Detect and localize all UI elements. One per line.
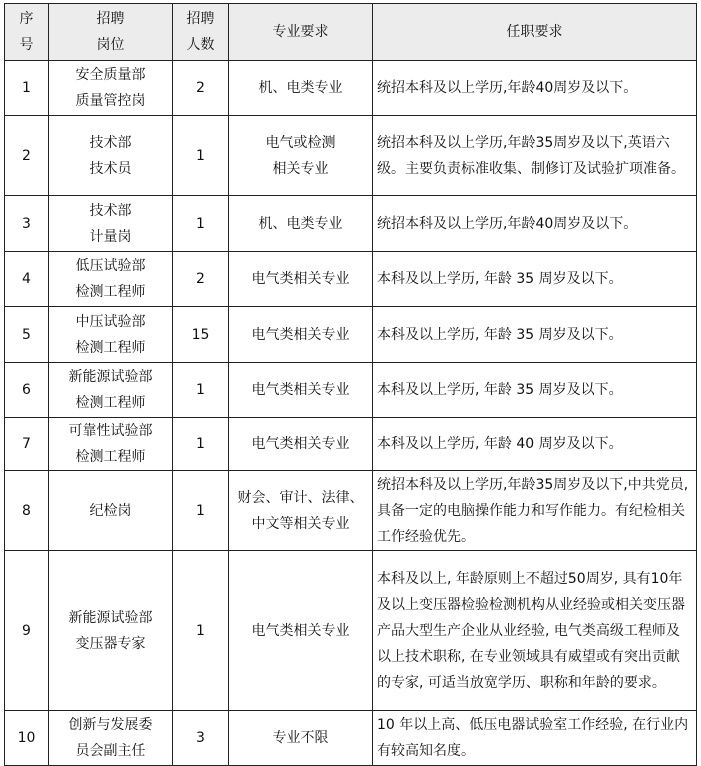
- cell-index: 10: [5, 711, 49, 766]
- cell-position: 技术部 计量岗: [49, 196, 173, 252]
- cell-count: 2: [173, 252, 229, 307]
- header-requirement: 任职要求: [373, 4, 697, 61]
- cell-position: 技术部 技术员: [49, 116, 173, 196]
- table-row: [5, 418, 697, 471]
- table-row: [5, 116, 697, 196]
- cell-count: 1: [173, 196, 229, 252]
- cell-position: 安全质量部 质量管控岗: [49, 61, 173, 116]
- cell-position: 纪检岗: [49, 471, 173, 551]
- cell-index: 9: [5, 551, 49, 711]
- header-major: 专业要求: [229, 4, 373, 61]
- table-row: [5, 363, 697, 418]
- cell-count: 15: [173, 307, 229, 363]
- cell-position: 新能源试验部 检测工程师: [49, 363, 173, 418]
- cell-index: 3: [5, 196, 49, 252]
- table-row: [5, 471, 697, 551]
- cell-count: 1: [173, 418, 229, 471]
- table-row: [5, 711, 697, 766]
- cell-position: 可靠性试验部 检测工程师: [49, 418, 173, 471]
- cell-major: 财会、审计、法律、 中文等相关专业: [229, 471, 373, 551]
- cell-requirement: 统招本科及以上学历,年龄40周岁及以下。: [373, 196, 697, 252]
- header-position: 招聘 岗位: [49, 4, 173, 61]
- cell-major: 电气类相关专业: [229, 418, 373, 471]
- cell-count: 1: [173, 471, 229, 551]
- recruitment-table: [4, 3, 697, 766]
- cell-requirement: 本科及以上学历, 年龄 35 周岁及以下。: [373, 363, 697, 418]
- cell-index: 7: [5, 418, 49, 471]
- cell-major: 电气类相关专业: [229, 307, 373, 363]
- cell-index: 2: [5, 116, 49, 196]
- table-row: [5, 551, 697, 711]
- cell-requirement: 本科及以上, 年龄原则上不超过50周岁, 具有10年及以上变压器检验检测机构从业经验或相关变压器产品大型生产企业从业经验, 电气类高级工程师及以上技术职称, 在专业领域具有威望或有突出贡献的专家, 可适当放宽学历、职称和年龄的要求。: [373, 551, 697, 711]
- cell-index: 5: [5, 307, 49, 363]
- header-index: 序 号: [5, 4, 49, 61]
- cell-index: 8: [5, 471, 49, 551]
- cell-count: 3: [173, 711, 229, 766]
- cell-position: 新能源试验部 变压器专家: [49, 551, 173, 711]
- table-header-row: [5, 4, 697, 61]
- cell-requirement: 本科及以上学历, 年龄 40 周岁及以下。: [373, 418, 697, 471]
- table-row: [5, 196, 697, 252]
- cell-position: 创新与发展委 员会副主任: [49, 711, 173, 766]
- table-row: [5, 252, 697, 307]
- table-row: [5, 61, 697, 116]
- cell-major: 电气或检测 相关专业: [229, 116, 373, 196]
- cell-count: 1: [173, 551, 229, 711]
- cell-major: 电气类相关专业: [229, 551, 373, 711]
- cell-major: 专业不限: [229, 711, 373, 766]
- cell-index: 6: [5, 363, 49, 418]
- cell-requirement: 10 年以上高、低压电器试验室工作经验, 在行业内有较高知名度。: [373, 711, 697, 766]
- cell-requirement: 统招本科及以上学历,年龄35周岁及以下,中共党员,具备一定的电脑操作能力和写作能力。有纪检相关工作经验优先。: [373, 471, 697, 551]
- cell-major: 电气类相关专业: [229, 252, 373, 307]
- cell-requirement: 统招本科及以上学历,年龄35周岁及以下,英语六级。主要负责标准收集、制修订及试验扩项准备。: [373, 116, 697, 196]
- table-row: [5, 307, 697, 363]
- cell-position: 低压试验部 检测工程师: [49, 252, 173, 307]
- cell-major: 机、电类专业: [229, 196, 373, 252]
- cell-count: 1: [173, 363, 229, 418]
- header-count: 招聘 人数: [173, 4, 229, 61]
- cell-major: 电气类相关专业: [229, 363, 373, 418]
- cell-requirement: 本科及以上学历, 年龄 35 周岁及以下。: [373, 252, 697, 307]
- cell-index: 4: [5, 252, 49, 307]
- cell-position: 中压试验部 检测工程师: [49, 307, 173, 363]
- cell-requirement: 本科及以上学历, 年龄 35 周岁及以下。: [373, 307, 697, 363]
- cell-count: 1: [173, 116, 229, 196]
- cell-count: 2: [173, 61, 229, 116]
- cell-index: 1: [5, 61, 49, 116]
- cell-major: 机、电类专业: [229, 61, 373, 116]
- cell-requirement: 统招本科及以上学历,年龄40周岁及以下。: [373, 61, 697, 116]
